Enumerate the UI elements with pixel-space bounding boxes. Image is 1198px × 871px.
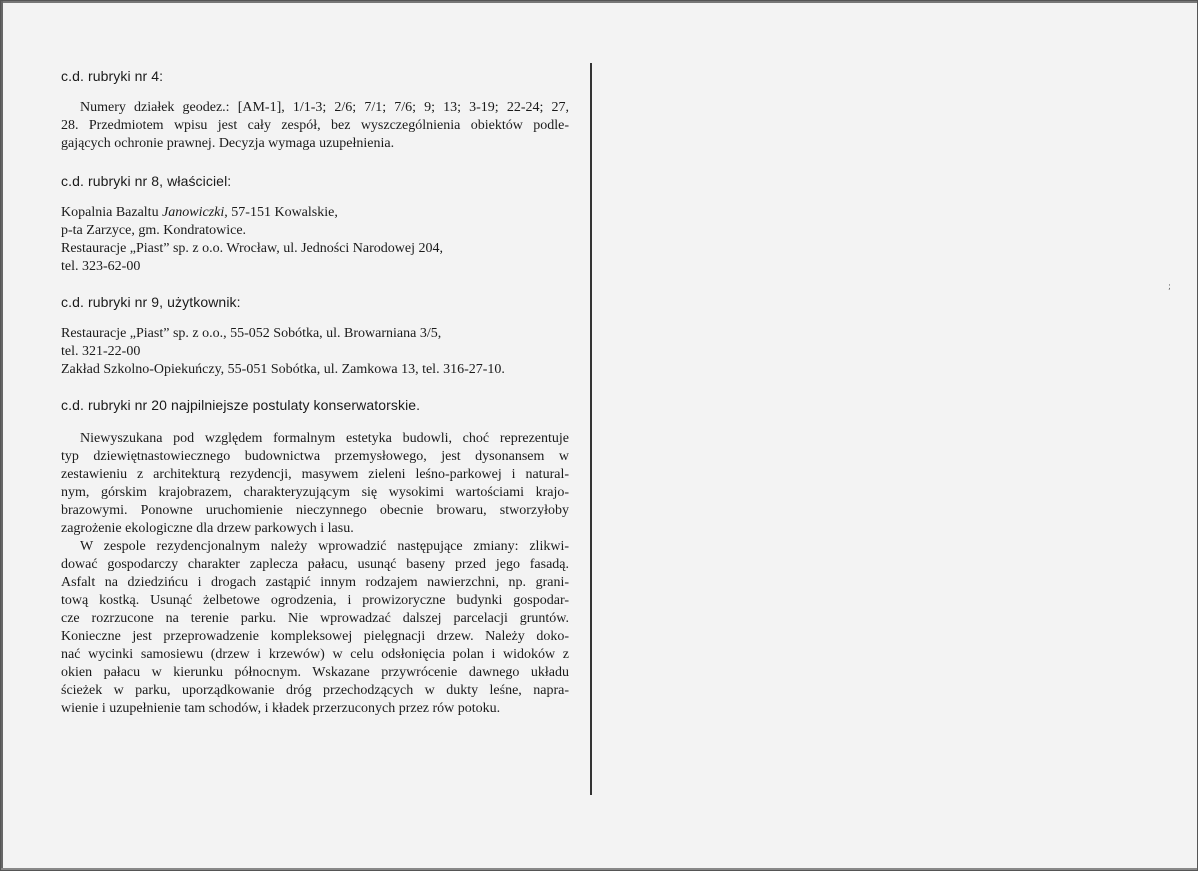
scan-artifact-mark: ; (1168, 282, 1172, 292)
column-divider-line (590, 63, 592, 795)
owner-1-prefix: Kopalnia Bazaltu (61, 205, 163, 220)
user-1-line: Restauracje „Piast” sp. z o.o., 55-052 Sobótka, ul. Browarniana 3/5, (61, 326, 442, 341)
rubric-20-p1-line-6: zagrożenie ekologiczne dla drzew parkowych i lasu. (61, 521, 354, 536)
rubric-9-body (61, 325, 569, 379)
owner-1-line (61, 204, 569, 222)
rubric-8-heading: c.d. rubryki nr 8, właściciel: (61, 173, 232, 189)
rubric-20-p2-line-10: wienie i uzupełnienie tam schodów, i kładek przerzuconych przez rów potoku. (61, 701, 501, 716)
rubric-20-p2-line-8: okien pałacu w kierunku północnym. Wskazane przywrócenie dawnego układu (61, 665, 569, 680)
owner-2-line: Restauracje „Piast” sp. z o.o. Wrocław, ul. Jedności Narodowej 204, (61, 241, 443, 256)
page-bottom-edge (1, 868, 1197, 870)
rubric-4-body (61, 99, 569, 153)
rubric-20-paragraph-1 (61, 430, 569, 538)
rubric-20-p1-line-5: brazowymi. Ponowne uruchomienie nieczynnego obecnie browaru, stworzyłoby (61, 503, 569, 518)
rubric-20-p1-line-4: nym, górskim krajobrazem, charakteryzującym się wysokimi wartościami krajo- (61, 485, 569, 500)
rubric-20-p2-line-2: dować gospodarczy charakter zaplecza pałacu, usunąć baseny przed jego fasadą. (61, 557, 569, 572)
page-left-edge (1, 1, 3, 870)
owner-1-italic-name: Janowiczki (162, 205, 225, 220)
rubric-4-heading: c.d. rubryki nr 4: (61, 68, 164, 84)
owner-1-suffix: , 57-151 Kowalskie, (224, 205, 338, 220)
rubric-20-p2-line-4: tową kostką. Usunąć żelbetowe ogrodzenia, i prowizoryczne budynki gospodar- (61, 593, 569, 608)
rubric-20-p2-line-9: ścieżek w parku, uporządkowanie dróg przechodzących w dukty leśne, napra- (61, 683, 569, 698)
rubric-20-p2-line-1: W zespole rezydencjonalnym należy wprowadzić następujące zmiany: zlikwi- (80, 539, 569, 554)
user-2-line: Zakład Szkolno-Opiekuńczy, 55-051 Sobótka, ul. Zamkowa 13, tel. 316-27-10. (61, 362, 505, 377)
rubric-20-heading: c.d. rubryki nr 20 najpilniejsze postulaty konserwatorskie. (61, 397, 421, 413)
rubric-20-p2-line-3: Asfalt na dziedzińcu i drogach zastąpić innym rodzajem nawierzchni, np. grani- (61, 575, 569, 590)
owner-1-address: p-ta Zarzyce, gm. Kondratowice. (61, 223, 247, 238)
document-text-column (61, 68, 569, 718)
page-top-edge (1, 1, 1197, 3)
rubric-20-p1-line-1: Niewyszukana pod względem formalnym estetyka budowli, choć reprezentuje (80, 431, 569, 446)
rubric-20-p2-line-7: nać wycinki samosiewu (drzew i krzewów) w celu odsłonięcia polan i widoków z (61, 647, 569, 662)
rubric-20-p1-line-3: zestawieniu z architekturą rezydencji, masywem zieleni leśno-parkowej i natural- (61, 467, 569, 482)
user-1-phone: tel. 321-22-00 (61, 344, 141, 359)
rubric-4-line-2: 28. Przedmiotem wpisu jest cały zespół, bez wyszczególnienia obiektów podle- (61, 118, 569, 133)
rubric-4-line-3: gających ochronie prawnej. Decyzja wymaga uzupełnienia. (61, 136, 395, 151)
rubric-9-heading: c.d. rubryki nr 9, użytkownik: (61, 294, 241, 310)
rubric-20-p2-line-5: cze rozrzucone na terenie parku. Nie wprowadzać dalszej parcelacji gruntów. (61, 611, 569, 626)
rubric-8-body (61, 204, 569, 276)
rubric-4-line-1: Numery działek geodez.: [AM-1], 1/1-3; 2/6; 7/1; 7/6; 9; 13; 3-19; 22-24; 27, (80, 100, 569, 115)
rubric-20-paragraph-2 (61, 538, 569, 718)
owner-2-phone: tel. 323-62-00 (61, 259, 141, 274)
rubric-20-p1-line-2: typ dziewiętnastowiecznego budownictwa przemysłowego, jest dysonansem w (61, 449, 569, 464)
rubric-20-p2-line-6: Konieczne jest przeprowadzenie kompleksowej pielęgnacji drzew. Należy doko- (61, 629, 569, 644)
